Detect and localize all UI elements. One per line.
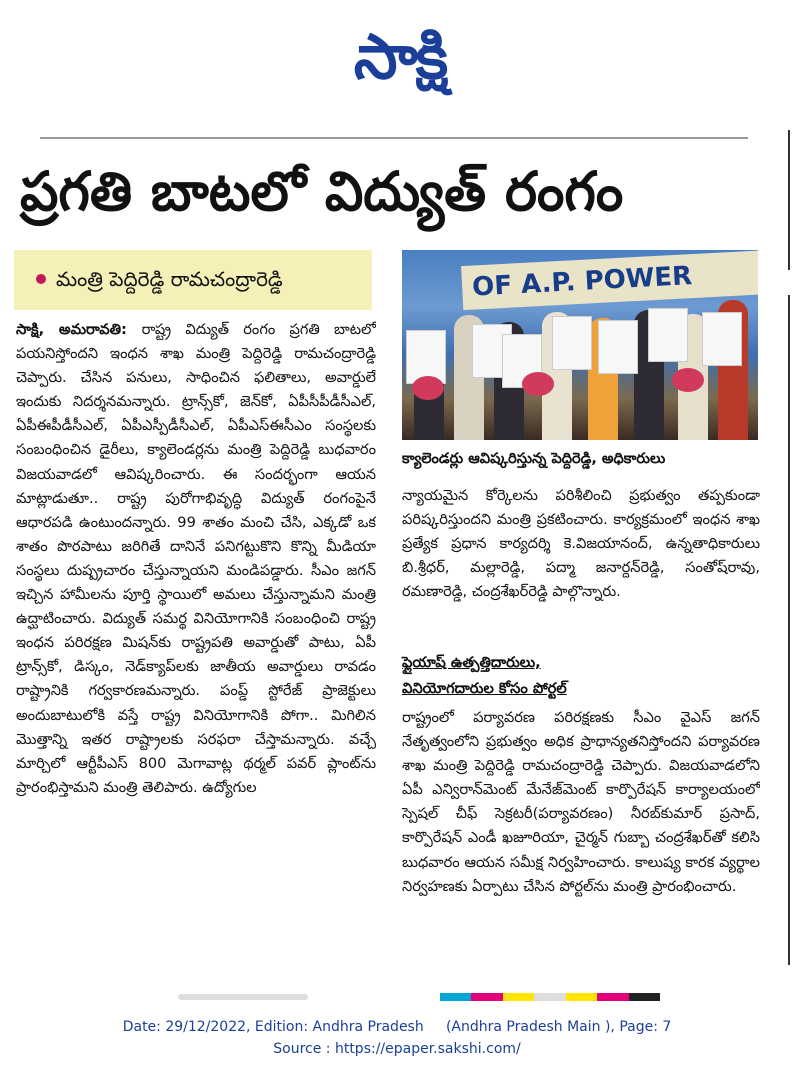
calendar-prop xyxy=(552,316,592,370)
byline: మంత్రి పెద్దిరెడ్డి రామచంద్రారెడ్డి xyxy=(56,267,283,291)
sakshi-logo[interactable]: సాక్షి xyxy=(353,20,447,93)
photo-banner: OF A.P. POWER xyxy=(461,250,758,310)
magenta-swatch xyxy=(471,993,502,1001)
flower-bouquet xyxy=(412,376,444,400)
flower-bouquet xyxy=(672,368,704,392)
flower-bouquet xyxy=(522,372,554,396)
subheading-line: వినియోగదారుల కోసం పోర్టల్ xyxy=(402,680,567,697)
headline: ప్రగతి బాటలో విద్యుత్ రంగం xyxy=(20,160,624,223)
masthead xyxy=(0,0,794,130)
subheading-line: ఫ్లైయాష్ ఉత్పత్తిదారులు, xyxy=(402,654,541,671)
gray-swatch xyxy=(534,993,565,1001)
adjacent-column-edge xyxy=(788,130,794,270)
calendar-prop xyxy=(702,312,742,366)
source-footer xyxy=(0,1016,794,1064)
cyan-swatch xyxy=(440,993,471,1001)
magenta-swatch xyxy=(597,993,628,1001)
section-subheading xyxy=(402,650,760,704)
article-body-right-a: న్యాయమైన కోర్కెలను పరిశీలించి ప్రభుత్వం తప్పకుండా పరిష్కరిస్తుందని మంత్రి ప్రకటించారు. కార్యక్రమంలో ఇంధన శాఖ ప్రత్యేక ప్రధాన కార్యదర్శి కె.విజయానంద్, ఉన్నతాధికారులు బి.శ్రీధర్, మల్లారెడ్డి, పద్మా జనార్దన్‌రెడ్డి, సంతోష్‌రావు, రమణారెడ్డి, చంద్రశేఖర్‌రెడ్డి పాల్గొన్నారు. xyxy=(402,487,760,601)
black-swatch xyxy=(629,993,660,1001)
source-link[interactable]: Source : https://epaper.sakshi.com/ xyxy=(273,1041,521,1057)
article-body-right-b: రాష్ట్రంలో పర్యావరణ పరిరక్షణకు సీఎం వైఎస్ జగన్ నేతృత్వంలోని ప్రభుత్వం అధిక ప్రాధాన్యతనిస్తోందని పర్యావరణ శాఖ మంత్రి పెద్దిరెడ్డి రామచంద్రారెడ్డి చెప్పారు. విజయవాడలోని ఏపీ ఎన్విరాన్‌మెంట్ మేనేజ్‌మెంట్ కార్పొరేషన్ కార్యాలయంలో స్పెషల్ చీఫ్ సెక్రటరీ(పర్యావరణం) నీరబ్‌కుమార్ ప్రసాద్, కార్పొరేషన్ ఎండీ ఖజూరియా, చైర్మన్ గుబ్బా చంద్రశేఖర్‌తో కలిసి బుధవారం ఆయన సమీక్ష నిర్వహించారు. కాలుష్య కారక వ్యర్థాల నిర్వహణకు ఏర్పాటు చేసిన పోర్టల్‌ను మంత్రి ప్రారంభించారు. xyxy=(402,709,760,895)
article-column-left xyxy=(16,318,376,994)
event-photo xyxy=(402,250,758,440)
bullet-icon xyxy=(36,274,46,284)
calendar-prop xyxy=(598,320,638,374)
adjacent-column-edge xyxy=(788,295,794,965)
yellow-swatch xyxy=(503,993,534,1001)
edition-info: Date: 29/12/2022, Edition: Andhra Pradesh (Andhra Pradesh Main ), Page: 7 xyxy=(122,1019,672,1035)
yellow-swatch xyxy=(566,993,597,1001)
dateline: సాక్షి, అమరావతి: xyxy=(16,321,142,338)
photo-caption: క్యాలెండర్లు ఆవిష్కరిస్తున్న పెద్దిరెడ్డి, అధికారులు xyxy=(402,451,666,467)
article-body-left: రాష్ట్ర విద్యుత్ రంగం ప్రగతి బాటలో పయనిస్తోందని ఇంధన శాఖ మంత్రి పెద్దిరెడ్డి రామచంద్రారెడ్డి చెప్పారు. చేసిన పనులు, సాధించిన ఫలితాలు, అవార్డులే ఇందుకు నిదర్శనమన్నారు. ట్రాన్స్‌కో, జెన్‌కో, ఏపీసీపీడీసీఎల్, ఏపీఈపీడీసీఎల్, ఏపీఎస్పీడీసీఎల్, ఏపీఎస్ఈసీఎం సంస్థలకు సంబంధించిన డైరీలు, క్యాలెండర్లను మంత్రి పెద్దిరెడ్డి బుధవారం విజయవాడలో ఆవిష్కరించారు. ఈ సందర్భంగా ఆయన మాట్లాడుతూ.. రాష్ట్ర పురోగాభివృద్ధి విద్యుత్ రంగంపైనే ఆధారపడి ఉంటుందన్నారు. 99 శాతం మంచి చేసి, ఎక్కడో ఒక శాతం పొరపాటు జరిగితే దానినే పనిగట్టుకొని కొన్ని మీడియా సంస్థలు దుష్ప్రచారం చేస్తున్నాయని మండిపడ్డారు. సీఎం జగన్ ఇచ్చిన హామీలను పూర్తి స్థాయిలో అమలు చేస్తున్నామని మంత్రి ఉద్ఘాటించారు. విద్యుత్ సమర్థ వినియోగానికి సంబంధించి రాష్ట్ర ఇంధన పరిరక్షణ మిషన్‌కు రాష్ట్రపతి అవార్డుతో పాటు, ఏపీ ట్రాన్స్‌కో, డిస్కం, నెడ్‌క్యాప్‌లకు జాతీయ అవార్డులు రావడం రాష్ట్రానికి గర్వకారణమన్నారు. పంప్డ్ స్టోరేజ్ ప్రాజెక్టులు అందుబాటులోకి వస్తే రాష్ట్ర వినియోగానికి పోగా.. మిగిలిన మొత్తాన్ని ఇతర రాష్ట్రాలకు సరఫరా చేస్తామన్నారు. వచ్చే మార్చిలో ఆర్టీపీఎస్ 800 మెగావాట్ల థర్మల్ పవర్ ప్లాంట్‌ను ప్రారంభిస్తామని మంత్రి తెలిపారు. ఉద్యోగుల xyxy=(16,321,376,796)
column-end-marker xyxy=(178,994,308,1000)
masthead-divider xyxy=(40,137,748,139)
calendar-prop xyxy=(648,308,688,362)
color-registration-bar xyxy=(440,993,660,1001)
